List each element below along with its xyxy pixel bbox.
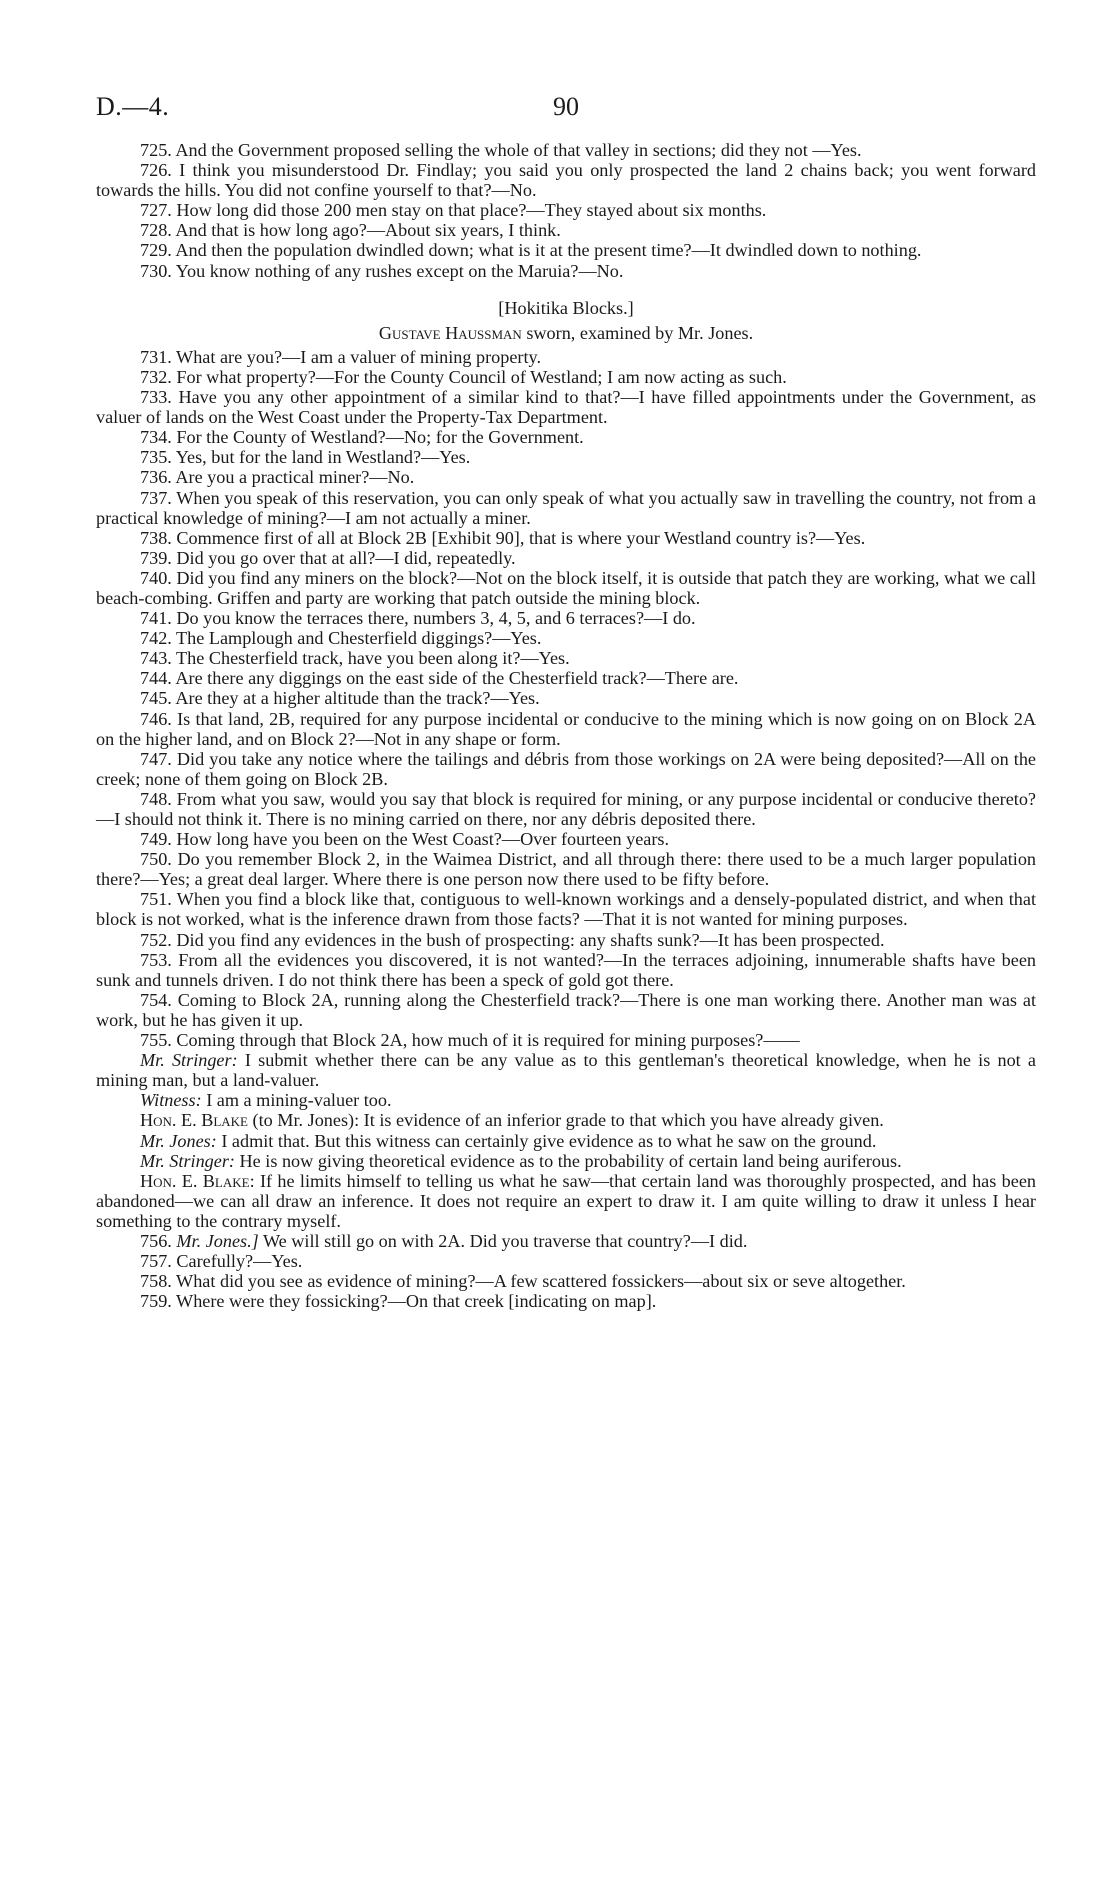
question-number: 758.	[140, 1271, 172, 1292]
question-text: Did you find any evidences in the bush of prospecting: any shafts sunk?—It has been prospected.	[176, 929, 885, 950]
question-paragraph	[96, 628, 1036, 648]
question-number: 744.	[140, 668, 172, 689]
question-text: You know nothing of any rushes except on the Maruia?—No.	[175, 260, 624, 281]
question-paragraph	[96, 789, 1036, 829]
question-number: 759.	[140, 1291, 172, 1312]
question-number: 751.	[140, 889, 172, 910]
question-text: What are you?—I am a valuer of mining property.	[176, 346, 542, 367]
question-text: Yes, but for the land in Westland?—Yes.	[175, 447, 471, 468]
speaker-text: I submit whether there can be any value as to this gentleman's theoretical knowledge, when he is not a mining man, but a land-valuer.	[96, 1050, 1037, 1091]
question-paragraph	[96, 488, 1036, 528]
page-number: 90	[553, 92, 579, 121]
document-reference: D.—4.	[96, 92, 170, 121]
document-body	[96, 140, 1036, 1311]
question-paragraph	[96, 140, 1036, 160]
speaker-name: Witness:	[140, 1090, 202, 1111]
question-text: Did you take any notice where the tailings and débris from those workings on 2A were being deposited?—All on the creek; none of them going on Block 2B.	[96, 748, 1036, 789]
question-text: And then the population dwindled down; what is it at the present time?—It dwindled down to nothing.	[175, 240, 922, 261]
question-text: I think you misunderstood Dr. Findlay; you said you only prospected the land 2 chains back; you went forward towards the hills. You did not confine yourself to that?—No.	[96, 160, 1037, 201]
question-number: 739.	[140, 547, 172, 568]
question-paragraph	[96, 990, 1036, 1030]
question-paragraph	[96, 367, 1036, 387]
speaker-name: Mr. Stringer:	[140, 1150, 235, 1171]
section-heading	[96, 298, 1036, 318]
question-text: Did you go over that at all?—I did, repeatedly.	[176, 547, 516, 568]
question-paragraph	[96, 849, 1036, 889]
question-text: What did you see as evidence of mining?—A few scattered fossickers—about six or seve altogether.	[176, 1271, 906, 1292]
page-header	[96, 92, 1036, 134]
question-paragraph	[96, 608, 1036, 628]
question-paragraph	[96, 240, 1036, 260]
question-text: Coming to Block 2A, running along the Chesterfield track?—There is one man working there. Another man was at work, but he has given it up.	[96, 989, 1037, 1030]
witness-heading-text: sworn, examined by Mr. Jones.	[526, 322, 754, 343]
speaker-text: I am a mining-valuer too.	[206, 1090, 392, 1111]
question-text: Where were they fossicking?—On that creek [indicating on map].	[176, 1291, 657, 1312]
question-text: Are there any diggings on the east side of the Chesterfield track?—There are.	[175, 668, 739, 689]
question-paragraph	[96, 668, 1036, 688]
question-paragraph	[96, 387, 1036, 427]
question-number: 733.	[140, 387, 172, 408]
question-number: 732.	[140, 366, 172, 387]
speaker-paragraph	[96, 1131, 1036, 1151]
question-text: Is that land, 2B, required for any purpose incidental or conducive to the mining which is now going on on Block 2A on the higher land, and on Block 2?—Not in any shape or form.	[96, 708, 1037, 749]
question-number: 734.	[140, 427, 172, 448]
question-paragraph	[96, 829, 1036, 849]
question-paragraph	[96, 950, 1036, 990]
witness-heading	[96, 323, 1036, 343]
question-number: 748.	[140, 788, 172, 809]
question-text: Do you know the terraces there, numbers 3, 4, 5, and 6 terraces?—I do.	[176, 608, 696, 629]
question-number: 742.	[140, 628, 172, 649]
speaker-paragraph	[96, 1090, 1036, 1110]
speaker-text: If he limits himself to telling us what he saw—that certain land was thoroughly prospected, and has been abandoned—we can all draw an inference. It does not require an expert to draw it. I am quite willing to draw it unless I hear something to the contrary myself.	[96, 1170, 1036, 1231]
question-number: 727.	[140, 200, 172, 221]
question-number: 740.	[140, 567, 172, 588]
speaker-name: Mr. Stringer:	[140, 1050, 238, 1071]
speaker-name: Hon. E. Blake:	[140, 1170, 255, 1191]
question-number: 730.	[140, 260, 172, 281]
question-paragraph	[96, 1271, 1036, 1291]
question-paragraph	[96, 568, 1036, 608]
question-text: The Lamplough and Chesterfield diggings?—Yes.	[176, 628, 542, 649]
question-paragraph	[96, 447, 1036, 467]
question-number: 746.	[140, 708, 172, 729]
question-text: Are you a practical miner?—No.	[175, 467, 415, 488]
question-number: 753.	[140, 949, 172, 970]
question-paragraph	[96, 427, 1036, 447]
question-text: And that is how long ago?—About six years, I think.	[175, 220, 561, 241]
question-paragraph	[96, 220, 1036, 240]
question-text: And the Government proposed selling the whole of that valley in sections; did they not —Yes.	[175, 140, 862, 160]
question-text: From what you saw, would you say that block is required for mining, or any purpose incidental or conducive thereto?—I should not think it. There is no mining carried on there, nor any débris deposited there.	[96, 788, 1037, 829]
speaker-text: He is now giving theoretical evidence as to the probability of certain land being auriferous.	[239, 1150, 902, 1171]
question-text: Have you any other appointment of a similar kind to that?—I have filled appointments under the Government, as valuer of lands on the West Coast under the Property-Tax Department.	[96, 387, 1036, 428]
question-number: 757.	[140, 1251, 172, 1272]
section-title: [Hokitika Blocks.]	[498, 297, 634, 318]
question-number: 749.	[140, 829, 172, 850]
question-text: We will still go on with 2A. Did you traverse that country?—I did.	[262, 1230, 748, 1251]
question-number: 745.	[140, 688, 172, 709]
question-text: Coming through that Block 2A, how much of it is required for mining purposes?——	[176, 1030, 800, 1051]
question-text: How long have you been on the West Coast?—Over fourteen years.	[176, 829, 670, 850]
question-paragraph	[96, 261, 1036, 281]
speaker-text: I admit that. But this witness can certainly give evidence as to what he saw on the ground.	[221, 1130, 877, 1151]
question-paragraph	[96, 648, 1036, 668]
document-page	[96, 92, 1036, 1311]
question-number: 735.	[140, 447, 172, 468]
question-paragraph	[96, 749, 1036, 789]
speaker-name: Hon. E. Blake	[140, 1110, 248, 1131]
question-text: Carefully?—Yes.	[176, 1251, 303, 1272]
speaker-name: Mr. Jones:	[140, 1130, 217, 1151]
question-paragraph	[96, 1291, 1036, 1311]
question-paragraph	[96, 347, 1036, 367]
question-text: From all the evidences you discovered, it is not wanted?—In the terraces adjoining, innumerable shafts have been sunk and tunnels driven. I do not think there has been a speck of gold got there.	[96, 949, 1036, 990]
question-number: 725.	[140, 140, 172, 160]
question-number: 755.	[140, 1030, 172, 1051]
speaker-paragraph	[96, 1110, 1036, 1130]
speaker-paragraph	[96, 1151, 1036, 1171]
question-number: 756.	[140, 1230, 172, 1251]
question-text: Did you find any miners on the block?—Not on the block itself, it is outside that patch they are working, what we call beach-combing. Griffen and party are working that patch outside the mining block.	[96, 567, 1036, 608]
question-paragraph	[96, 709, 1036, 749]
speaker-paragraph	[96, 1050, 1036, 1090]
question-text: When you find a block like that, contiguous to well-known workings and a densely-populated district, and when that block is not worked, what is the inference drawn from those facts? —That it is not wanted for mining purposes.	[96, 889, 1036, 930]
question-text: For the County of Westland?—No; for the Government.	[176, 427, 584, 448]
question-text: Are they at a higher altitude than the track?—Yes.	[175, 688, 540, 709]
question-paragraph	[96, 1030, 1036, 1050]
question-number: 750.	[140, 849, 172, 870]
question-number: 752.	[140, 929, 172, 950]
question-number: 738.	[140, 527, 172, 548]
question-text: The Chesterfield track, have you been along it?—Yes.	[176, 648, 570, 669]
question-paragraph	[96, 160, 1036, 200]
question-number: 728.	[140, 220, 172, 241]
witness-name: Gustave Haussman	[378, 322, 522, 343]
question-paragraph	[96, 688, 1036, 708]
question-paragraph	[96, 930, 1036, 950]
question-paragraph	[96, 1231, 1036, 1251]
question-paragraph	[96, 528, 1036, 548]
question-paragraph	[96, 200, 1036, 220]
question-number: 726.	[140, 160, 172, 181]
question-number: 747.	[140, 748, 172, 769]
question-paragraph	[96, 889, 1036, 929]
question-text: For what property?—For the County Council of Westland; I am now acting as such.	[176, 366, 787, 387]
question-text: Commence first of all at Block 2B [Exhibit 90], that is where your Westland country is?—Yes.	[176, 527, 866, 548]
question-number: 736.	[140, 467, 172, 488]
question-number: 731.	[140, 346, 172, 367]
question-paragraph	[96, 1251, 1036, 1271]
question-number: 741.	[140, 608, 172, 629]
speaker-paragraph	[96, 1171, 1036, 1231]
question-number: 743.	[140, 648, 172, 669]
speaker-name: Mr. Jones.]	[176, 1230, 259, 1251]
question-text: How long did those 200 men stay on that place?—They stayed about six months.	[176, 200, 767, 221]
question-paragraph	[96, 548, 1036, 568]
question-paragraph	[96, 467, 1036, 487]
question-number: 729.	[140, 240, 172, 261]
question-text: Do you remember Block 2, in the Waimea District, and all through there: there used to be a much larger population there?—Yes; a great deal larger. Where there is one person now there used to be fifty before.	[96, 849, 1037, 890]
question-text: When you speak of this reservation, you can only speak of what you actually saw in travelling the country, not from a practical knowledge of mining?—I am not actually a miner.	[96, 487, 1037, 528]
question-number: 754.	[140, 989, 172, 1010]
question-number: 737.	[140, 487, 172, 508]
speaker-text: (to Mr. Jones): It is evidence of an inferior grade to that which you have already given.	[252, 1110, 884, 1131]
